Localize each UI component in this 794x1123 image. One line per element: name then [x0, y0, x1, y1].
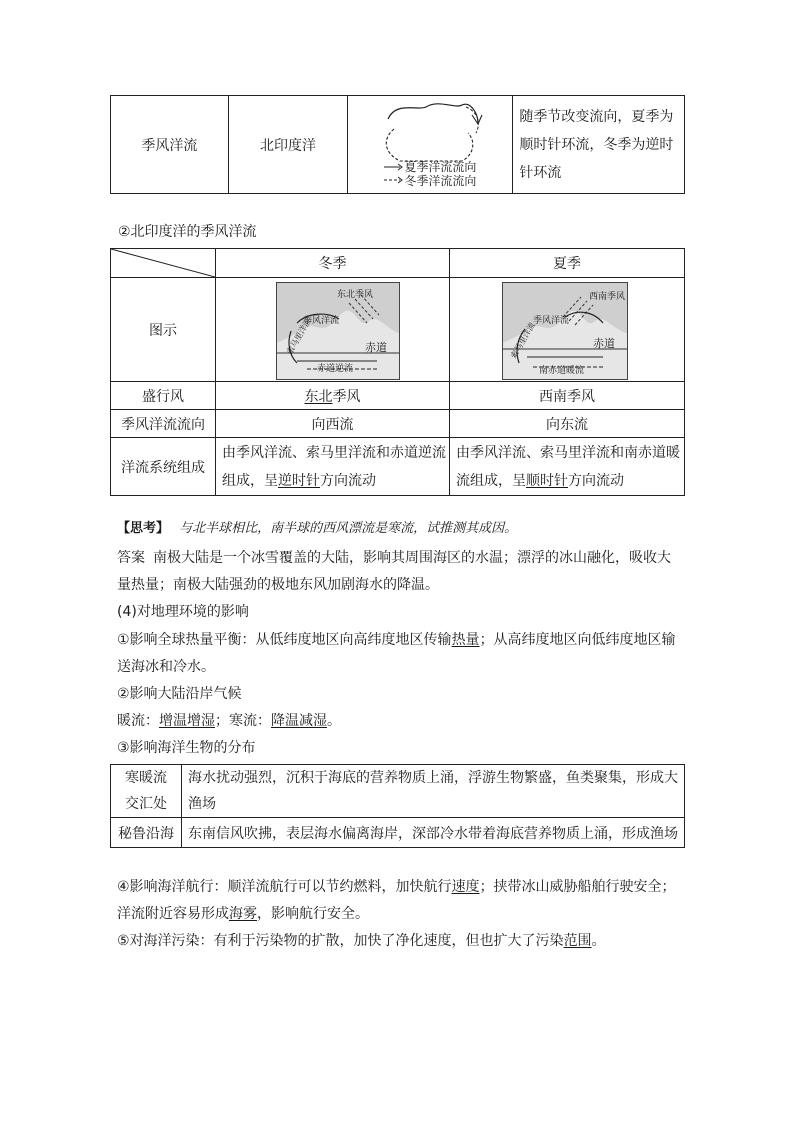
bio-row-label: 寒暖流 交汇处 — [111, 765, 182, 818]
summer-map-cell — [450, 278, 685, 382]
biology-heading: ③影响海洋生物的分布 — [117, 740, 256, 756]
heat-balance-line-1: ①影响全球热量平衡：从低纬度地区向高纬度地区传输热量；从高纬度地区向低纬度地区输 — [117, 632, 676, 648]
winter-direction: 向西流 — [216, 410, 450, 438]
thinking-question: 【思考】 与北半球相比，南半球的西风漂流是寒流，试推测其成因。 — [117, 521, 518, 536]
bio-row-text: 海水扰动强烈，沉积于海底的营养物质上涌，浮游生物繁盛，鱼类聚集，形成大 渔场 — [182, 765, 685, 818]
summer-system: 由季风洋流、索马里洋流和南赤道暖 流组成，呈顺时针方向流动 — [450, 438, 685, 496]
figure-label: 图示 — [111, 278, 216, 382]
current-location-cell: 北印度洋 — [228, 96, 348, 194]
summer-header: 夏季 — [450, 249, 685, 278]
navigation-line-1: ④影响海洋航行：顺洋流航行可以节约燃料，加快航行速度；挟带冰山威胁船舶行驶安全； — [117, 879, 676, 895]
monsoon-current-table — [110, 248, 685, 496]
section-title: ②北印度洋的季风洋流 — [118, 224, 257, 240]
current-diagram-cell — [348, 96, 513, 194]
wind-label: 盛行风 — [111, 382, 216, 410]
legend-winter: 冬季洋流流向 — [404, 174, 477, 188]
legend-summer: 夏季洋流流向 — [404, 160, 477, 174]
heat-balance-line-2: 送海冰和冷水。 — [117, 659, 215, 675]
current-desc-cell: 随季节改变流向，夏季为 顺时针环流，冬季为逆时 针环流 — [513, 96, 685, 194]
bio-row-label: 秘鲁沿海 — [111, 818, 182, 848]
section-p4: (4)对地理环境的影响 — [117, 604, 249, 620]
answer-line-2: 量热量；南极大陆强劲的极地东风加剧海水的降温。 — [117, 577, 439, 593]
climate-heading: ②影响大陆沿岸气候 — [117, 686, 242, 702]
direction-label: 季风洋流流向 — [111, 410, 216, 438]
bio-row-text: 东南信风吹拂，表层海水偏离海岸，深部冷水带着海底营养物质上涌，形成渔场 — [182, 818, 685, 848]
winter-system: 由季风洋流、索马里洋流和赤道逆流 组成，呈逆时针方向流动 — [216, 438, 450, 496]
winter-map: 东北季风 季风洋流 索马里洋流 赤道 赤道逆流 — [276, 282, 400, 380]
summer-wind: 西南季风 — [450, 382, 685, 410]
navigation-line-2: 洋流附近容易形成海雾，影响航行安全。 — [117, 906, 369, 922]
header-diagonal-cell — [111, 249, 216, 278]
warm-cold-effects: 暖流：增温增湿；寒流：降温减湿。 — [117, 713, 341, 729]
summer-map: 西南季风 季风洋流 索马里洋流 赤道 南赤道暖流 — [502, 282, 628, 380]
system-label: 洋流系统组成 — [111, 438, 216, 496]
ocean-current-type-table — [110, 95, 685, 194]
marine-biology-table — [110, 764, 685, 848]
winter-map-cell — [216, 278, 450, 382]
winter-header: 冬季 — [216, 249, 450, 278]
answer-line-1: 答案 南极大陆是一个冰雪覆盖的大陆，影响其周围海区的水温；漂浮的冰山融化，吸收大 — [117, 550, 671, 566]
winter-wind: 东北季风 — [216, 382, 450, 410]
current-name-cell: 季风洋流 — [111, 96, 229, 194]
summer-direction: 向东流 — [450, 410, 685, 438]
pollution-line: ⑤对海洋污染：有利于污染物的扩散，加快了净化速度，但也扩大了污染范围。 — [117, 933, 606, 949]
